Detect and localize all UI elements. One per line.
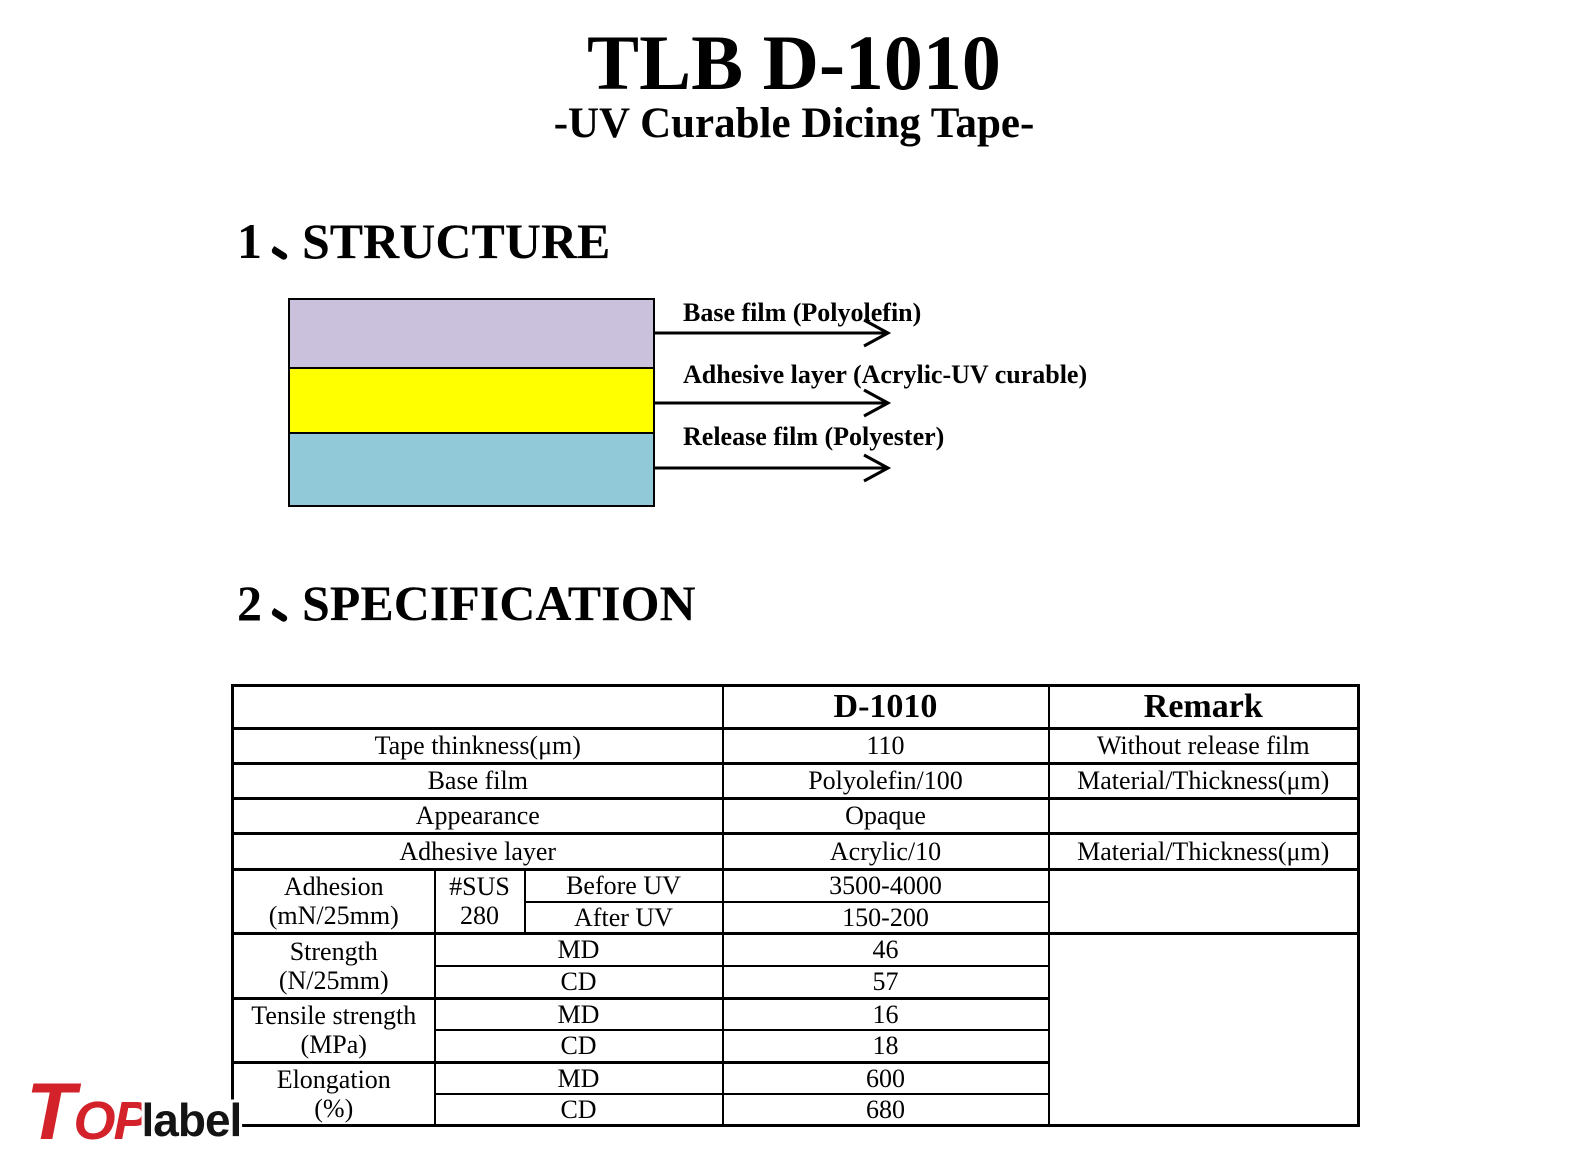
layer-label-release-film: Release film (Polyester) — [683, 422, 945, 451]
header-product-cell: D-1010 — [723, 686, 1049, 729]
layer-label-adhesive: Adhesive layer (Acrylic-UV curable) — [683, 360, 1088, 389]
label-line: (N/25mm) — [278, 965, 389, 995]
structure-heading-number: 1 — [237, 213, 262, 269]
elongation-md-label: MD — [435, 1062, 723, 1094]
strength-cd-value: 57 — [723, 966, 1049, 998]
tape-thickness-value: 110 — [723, 729, 1049, 764]
label-line: (MPa) — [300, 1030, 367, 1060]
logo-label-text: label — [141, 1094, 242, 1146]
elongation-cd-value: 680 — [723, 1094, 1049, 1126]
specification-table — [231, 684, 1360, 1127]
table-row — [233, 686, 1359, 729]
base-film-label: Base film — [233, 764, 723, 799]
page-title: TLB D-1010 — [587, 19, 1001, 106]
table-row — [233, 799, 1359, 834]
table-row — [233, 870, 1359, 902]
specification-heading — [237, 575, 696, 631]
structure-heading — [237, 213, 611, 269]
ideographic-comma-icon — [262, 246, 302, 258]
appearance-remark — [1049, 799, 1359, 834]
label-line: #SUS — [449, 872, 510, 902]
adhesion-label — [233, 870, 435, 934]
arrow-icon — [655, 390, 888, 416]
logo-top-text: TOP — [26, 1067, 148, 1157]
strength-label — [233, 933, 435, 998]
strength-md-label: MD — [435, 933, 723, 966]
layer-adhesive — [290, 369, 653, 434]
layer-base-film — [290, 300, 653, 369]
appearance-value: Opaque — [723, 799, 1049, 834]
after-uv-label: After UV — [525, 902, 723, 934]
label-line: 280 — [460, 901, 499, 931]
strength-cd-label: CD — [435, 966, 723, 998]
base-film-value: Polyolefin/100 — [723, 764, 1049, 799]
arrow-icon — [655, 455, 888, 481]
tensile-md-value: 16 — [723, 998, 1049, 1030]
elongation-cd-label: CD — [435, 1094, 723, 1126]
label-line: (%) — [314, 1093, 354, 1123]
label-line: Tensile strength — [251, 1001, 417, 1030]
structure-heading-text: STRUCTURE — [302, 213, 611, 269]
after-uv-value: 150-200 — [723, 902, 1049, 934]
label-line: (mN/25mm) — [268, 901, 399, 931]
adhesion-remark — [1049, 870, 1359, 934]
toplabel-logo — [26, 1066, 241, 1159]
layer-label-base-film: Base film (Polyolefin) — [683, 298, 922, 327]
table-row — [233, 764, 1359, 799]
adhesive-layer-remark: Material/Thickness(μm) — [1049, 834, 1359, 870]
ideographic-comma-icon — [262, 608, 302, 620]
layer-release-film — [290, 434, 653, 505]
table-row — [233, 933, 1359, 966]
layer-stack-diagram — [288, 298, 655, 507]
tensile-label — [233, 998, 435, 1062]
before-uv-label: Before UV — [525, 870, 723, 902]
adhesive-layer-value: Acrylic/10 — [723, 834, 1049, 870]
elongation-label — [233, 1062, 435, 1126]
tensile-md-label: MD — [435, 998, 723, 1030]
tensile-cd-label: CD — [435, 1030, 723, 1062]
elongation-md-value: 600 — [723, 1062, 1049, 1094]
mechanical-remark — [1049, 933, 1359, 1126]
specification-heading-number: 2 — [237, 575, 262, 631]
strength-md-value: 46 — [723, 933, 1049, 966]
table-row — [233, 834, 1359, 870]
label-line: Elongation — [276, 1064, 391, 1094]
adhesive-layer-label: Adhesive layer — [233, 834, 723, 870]
header-remark-cell: Remark — [1049, 686, 1359, 729]
page-subtitle: -UV Curable Dicing Tape- — [553, 100, 1035, 147]
appearance-label: Appearance — [233, 799, 723, 834]
label-line: Strength — [289, 936, 378, 966]
label-line: Adhesion — [283, 872, 384, 902]
tape-thickness-remark: Without release film — [1049, 729, 1359, 764]
specification-heading-text: SPECIFICATION — [302, 575, 696, 631]
tape-thickness-label: Tape thinkness(μm) — [233, 729, 723, 764]
before-uv-value: 3500-4000 — [723, 870, 1049, 902]
adhesion-standard — [435, 870, 525, 934]
header-empty-cell — [233, 686, 723, 729]
base-film-remark: Material/Thickness(μm) — [1049, 764, 1359, 799]
table-row — [233, 729, 1359, 764]
tensile-cd-value: 18 — [723, 1030, 1049, 1062]
